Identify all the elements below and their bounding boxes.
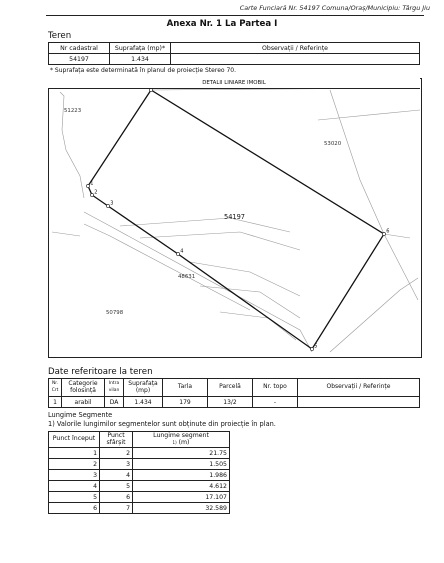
boundary-line [330,90,418,300]
referinte-table [48,378,420,408]
referinte-header-row [49,379,420,397]
boundary-line [318,110,420,120]
table-row [49,459,230,470]
col-nr-topo: Nr. topo [253,379,298,397]
boundary-line [120,218,290,232]
col-tarla: Tarla [163,379,208,397]
segmente-note: 1) Valorile lungimilor segmentelor sunt obținute din proiecție în plan. [48,420,276,428]
table-row [49,470,230,481]
col-suprafata: Suprafața (mp) [124,379,163,397]
cell-lungime: 4.612 [133,481,230,492]
cell-punct-sfarsit: 5 [100,481,133,492]
vertex-label: 2 [94,189,98,196]
col-lungime-mark: 1) [172,439,177,445]
vertex-marker [86,184,89,187]
cell-punct-sfarsit: 3 [100,459,133,470]
vertex-label: 3 [110,200,114,207]
table-row [49,397,420,408]
boundary-line [384,234,410,238]
neighbor-label: 48631 [178,274,196,280]
cell-parcela: 13/2 [208,397,253,408]
col-intravilan: Intra vilan [105,379,124,397]
cell-lungime: 1.986 [133,470,230,481]
col-punct-sfarsit: Punct sfârșit [100,432,133,448]
boundary-line [220,312,296,340]
boundary-line [84,224,250,310]
vertex-label: 1 [90,180,94,187]
cell-suprafata: 1.434 [110,54,171,65]
col-lungime-unit: (m) [178,438,190,446]
col-observatii: Observații / Referințe [298,379,420,397]
teren-section-title: Teren [48,31,72,41]
cell-lungime: 21.75 [133,448,230,459]
referinte-section-title: Date referitoare la teren [48,367,153,377]
table-row [49,492,230,503]
cell-intravilan: DA [105,397,124,408]
table-row [49,448,230,459]
col-categorie: Categorie folosință [62,379,105,397]
boundary-line [84,212,312,352]
cell-suprafata: 1.434 [124,397,163,408]
cell-punct-inceput: 6 [49,503,100,514]
boundary-line [200,286,300,318]
col-parcela: Parcelă [208,379,253,397]
table-row [49,503,230,514]
parcel-id-label: 54197 [224,213,245,221]
col-lungime-label: Lungime segment [153,432,209,440]
col-observatii: Observații / Referințe [171,43,420,54]
segmente-title: Lungime Segmente [48,411,113,419]
vertex-marker [176,252,179,255]
cell-punct-inceput: 2 [49,459,100,470]
col-suprafata: Suprafața (mp)* [110,43,171,54]
plan-title: DETALII LINIARE IMOBIL [48,78,420,89]
cell-nr-crt: 1 [49,397,62,408]
col-lungime [133,432,230,448]
suprafata-note: * Suprafața este determinată în planul de proiecție Stereo 70. [50,67,237,74]
vertex-marker [310,347,313,350]
vertex-marker [382,232,385,235]
cell-observatii [298,397,420,408]
col-punct-inceput: Punct început [49,432,100,448]
cell-punct-sfarsit: 2 [100,448,133,459]
carte-funciara-header: Carte Funciară Nr. 54197 Comuna/Oraș/Municipiu: Târgu Jiu [239,4,430,12]
col-nr-crt: Nr. Crt [49,379,62,397]
boundary-line [140,232,300,250]
cell-lungime: 1.505 [133,459,230,470]
segmente-table [48,431,230,514]
boundary-line [52,232,80,236]
cell-punct-sfarsit: 7 [100,503,133,514]
segmente-header-row [49,432,230,448]
cell-punct-sfarsit: 4 [100,470,133,481]
vertex-label: 4 [180,248,184,255]
cell-lungime: 32.589 [133,503,230,514]
col-nr-cadastral: Nr cadastral [49,43,110,54]
cell-tarla: 179 [163,397,208,408]
vertex-label: 6 [386,228,390,235]
vertex-marker [106,204,109,207]
cell-punct-inceput: 4 [49,481,100,492]
cell-punct-inceput: 5 [49,492,100,503]
cell-lungime: 17.107 [133,492,230,503]
cell-punct-sfarsit: 6 [100,492,133,503]
neighbor-label: 53020 [324,141,342,147]
cell-nr-topo: - [253,397,298,408]
vertex-label: 5 [314,343,318,350]
neighbor-label: 50798 [106,310,124,316]
neighbor-label: 51223 [64,108,82,114]
table-row [49,481,230,492]
boundary-line [330,278,418,352]
segmente-body [49,448,230,514]
cell-categorie: arabil [62,397,105,408]
page-title: Anexa Nr. 1 La Partea I [166,19,278,29]
cell-punct-inceput: 3 [49,470,100,481]
cell-nr-cadastral: 54197 [49,54,110,65]
cell-punct-inceput: 1 [49,448,100,459]
vertex-marker [90,193,93,196]
